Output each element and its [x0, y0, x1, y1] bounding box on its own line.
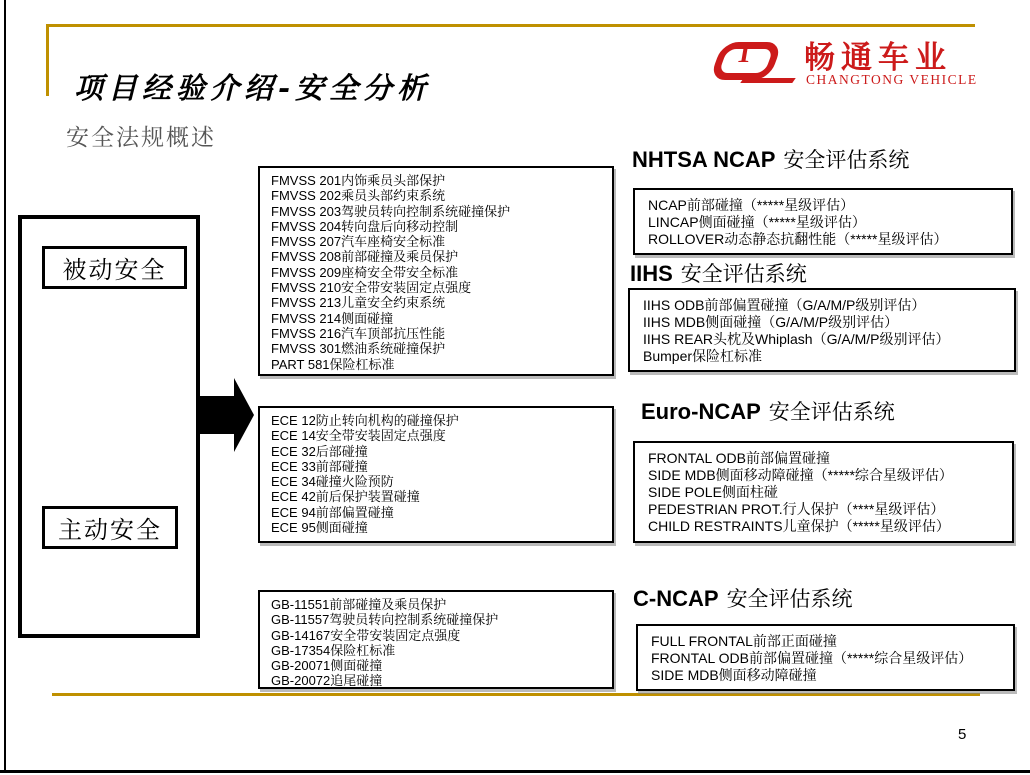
gold-bottom-rule [52, 693, 980, 696]
logo-name-cn: 畅通车业 [804, 40, 952, 75]
list-line: FMVSS 203驾驶员转向控制系统碰撞保护 [271, 203, 511, 219]
gold-top-rule [46, 24, 975, 27]
list-line: ECE 12防止转向机构的碰撞保护 [271, 413, 459, 428]
list-line: GB-11551前部碰撞及乘员保护 [271, 597, 447, 612]
list-line: PART 581保险杠标准 [271, 356, 395, 372]
list-line: ECE 34碰撞火险预防 [271, 474, 394, 490]
list-line: FMVSS 208前部碰撞及乘员保护 [271, 249, 459, 265]
list-line: FRONTAL ODB前部偏置碰撞 [648, 450, 831, 466]
list-line: IIHS ODB前部偏置碰撞（G/A/M/P级别评估） [643, 297, 926, 313]
list-line: CHILD RESTRAINTS儿童保护（*****星级评估） [648, 518, 950, 534]
list-line: Bumper保险杠标准 [643, 348, 763, 364]
list-line: SIDE MDB侧面移动障碰撞 [651, 667, 817, 683]
list-line: ECE 14安全带安装固定点强度 [271, 428, 446, 444]
page-subtitle: 安全法规概述 [66, 125, 216, 151]
list-line: GB-14167安全带安装固定点强度 [271, 627, 461, 643]
list-line: FMVSS 210安全带安装固定点强度 [271, 280, 472, 296]
ece-regulations-box [258, 406, 614, 543]
list-line: FRONTAL ODB前部偏置碰撞（*****综合星级评估） [651, 650, 973, 666]
nhtsa-heading-cn: 安全评估系统 [783, 148, 910, 172]
list-line: ECE 32后部碰撞 [271, 443, 368, 459]
logo-letter: T [736, 38, 754, 69]
list-line: PEDESTRIAN PROT.行人保护（****星级评估） [648, 501, 945, 517]
gb-regulations-box [258, 590, 614, 689]
list-line: LINCAP侧面碰撞（*****星级评估） [648, 214, 866, 230]
euro-ncap-heading [641, 396, 895, 426]
nhtsa-heading [632, 144, 909, 174]
list-line: FMVSS 202乘员头部约束系统 [271, 188, 446, 204]
page-title: 项目经验介绍-安全分析 [74, 71, 432, 105]
list-line: FMVSS 213儿童安全约束系统 [271, 295, 446, 311]
page-number: 5 [958, 726, 967, 743]
list-line: ECE 33前部碰撞 [271, 458, 368, 474]
passive-safety-box [42, 246, 187, 289]
list-line: FMVSS 209座椅安全带安全标准 [271, 264, 459, 280]
euro-ncap-heading-en: Euro-NCAP [641, 399, 761, 424]
list-line: FMVSS 201内饰乘员头部保护 [271, 173, 446, 188]
list-line: FMVSS 216汽车顶部抗压性能 [271, 325, 446, 341]
list-line: FMVSS 204转向盘后向移动控制 [271, 218, 459, 234]
list-line: GB-17354保险杠标准 [271, 642, 396, 658]
list-line: GB-20072追尾碰撞 [271, 673, 383, 689]
list-line: ECE 42前后保护装置碰撞 [271, 489, 420, 505]
list-line: SIDE MDB侧面移动障碰撞（*****综合星级评估） [648, 467, 953, 483]
list-line: FMVSS 214侧面碰撞 [271, 310, 394, 326]
c-ncap-heading [633, 583, 853, 613]
list-line: ECE 94前部偏置碰撞 [271, 504, 394, 520]
iihs-items-box [628, 288, 1016, 372]
list-line: FULL FRONTAL前部正面碰撞 [651, 633, 837, 649]
iihs-heading-en: IIHS [630, 261, 673, 286]
iihs-heading-cn: 安全评估系统 [680, 262, 807, 286]
active-safety-box [42, 506, 178, 549]
list-line: ECE 95侧面碰撞 [271, 520, 368, 536]
slide-left-edge [4, 0, 6, 772]
c-ncap-heading-cn: 安全评估系统 [726, 587, 853, 611]
list-line: GB-20071侧面碰撞 [271, 658, 383, 674]
gold-corner-rule [46, 24, 49, 96]
slide-bottom-edge [0, 770, 1030, 773]
iihs-heading [630, 258, 807, 288]
logo-name-en: CHANGTONG VEHICLE [806, 72, 978, 87]
list-line: IIHS MDB侧面碰撞（G/A/M/P级别评估） [643, 314, 899, 330]
fmvss-regulations-box [258, 166, 614, 376]
nhtsa-items-box [633, 188, 1013, 255]
logo-tail-shape [740, 78, 796, 83]
passive-safety-label: 被动安全 [62, 256, 167, 284]
list-line: ROLLOVER动态静态抗翻性能（*****星级评估） [648, 231, 948, 247]
list-line: FMVSS 301燃油系统碰撞保护 [271, 341, 446, 357]
active-safety-label: 主动安全 [58, 516, 162, 544]
list-line: IIHS REAR头枕及Whiplash（G/A/M/P级别评估） [643, 331, 950, 347]
company-logo [712, 34, 978, 96]
c-ncap-items-box [636, 624, 1015, 691]
logo-emblem-icon [716, 38, 776, 80]
euro-ncap-items-box [633, 441, 1014, 543]
list-line: GB-11557驾驶员转向控制系统碰撞保护 [271, 612, 499, 628]
euro-ncap-heading-cn: 安全评估系统 [768, 400, 895, 424]
c-ncap-heading-en: C-NCAP [633, 586, 719, 611]
list-line: FMVSS 207汽车座椅安全标准 [271, 234, 446, 250]
nhtsa-heading-en: NHTSA NCAP [632, 147, 776, 172]
right-arrow-icon [197, 377, 254, 453]
list-line: SIDE POLE侧面柱碰 [648, 484, 778, 500]
list-line: NCAP前部碰撞（*****星级评估） [648, 197, 855, 213]
